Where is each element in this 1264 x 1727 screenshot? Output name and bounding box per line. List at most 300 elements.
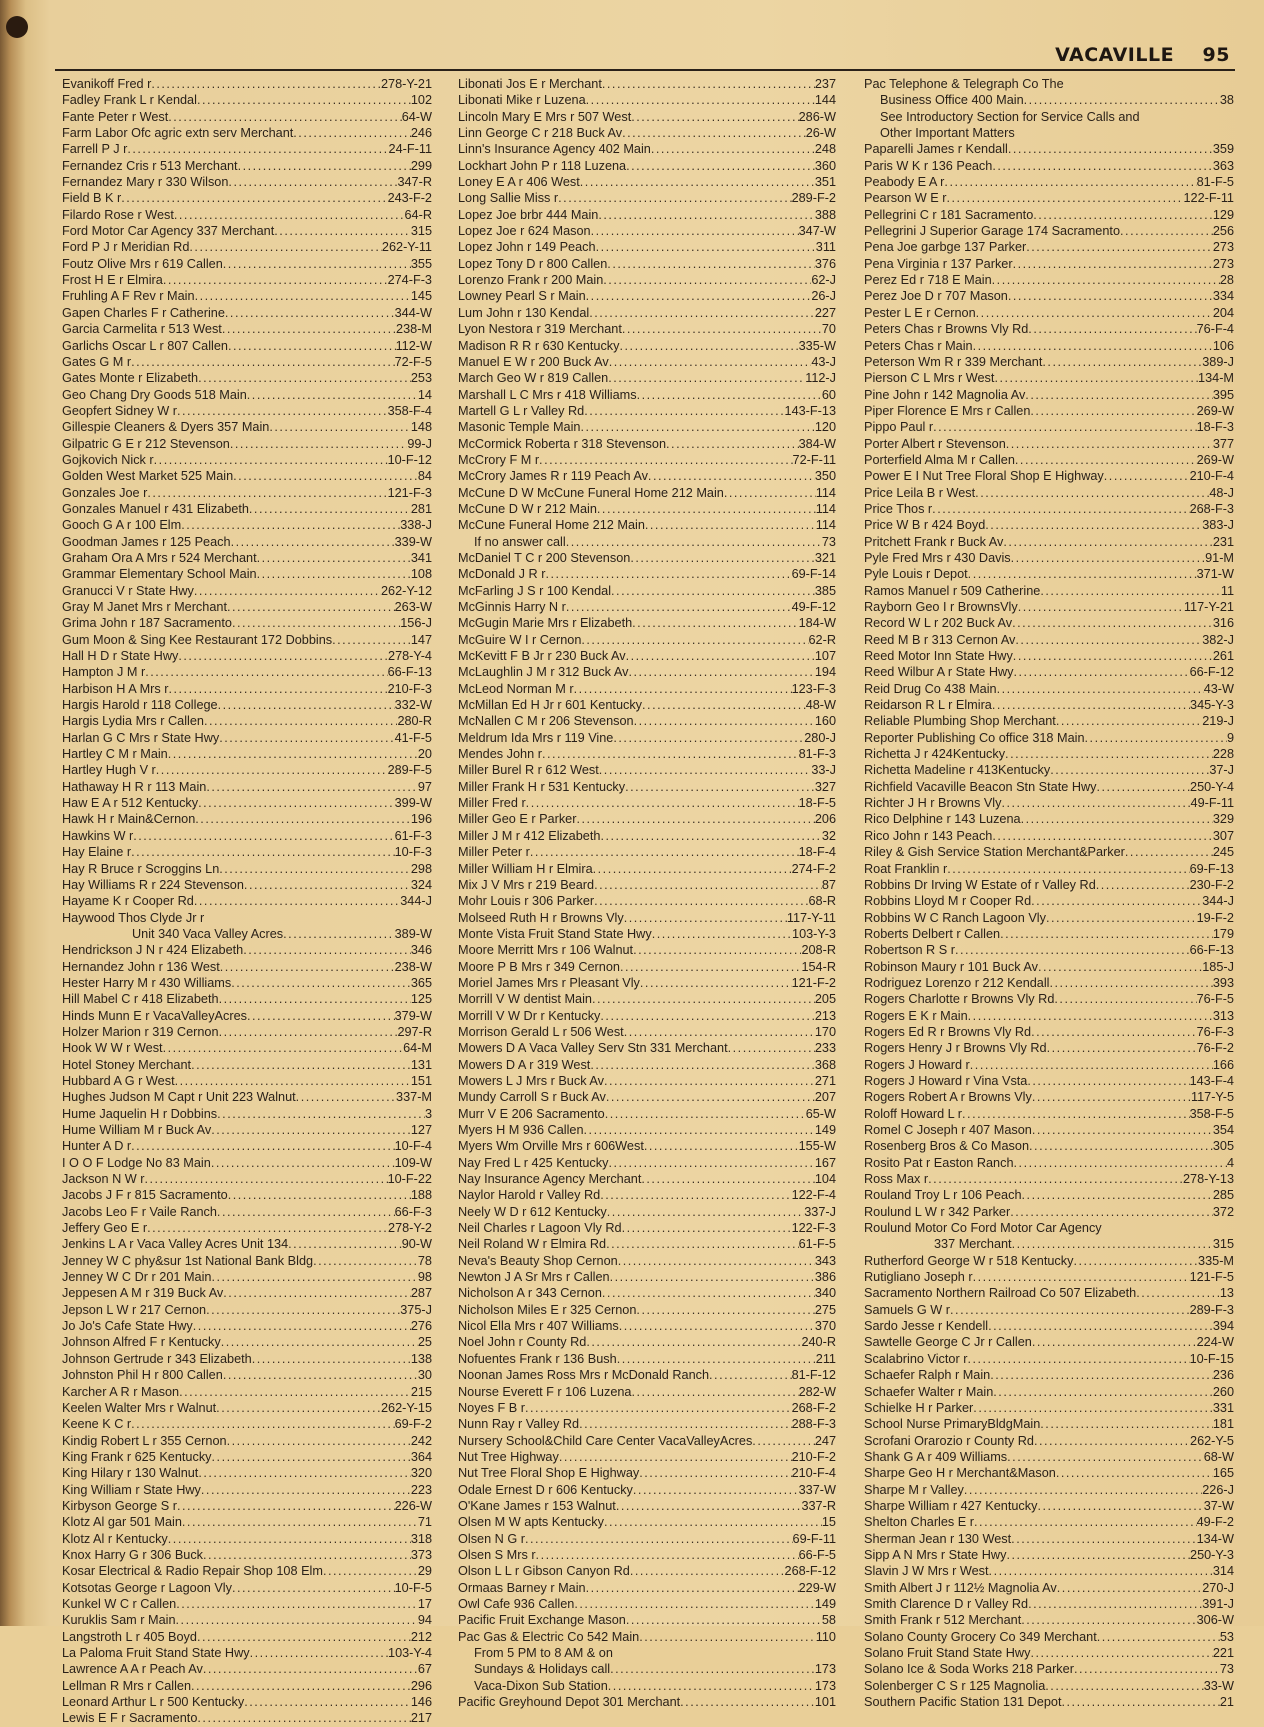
- listing-row: [458, 1204, 836, 1220]
- listing-name: Noyes F B r: [458, 1400, 525, 1415]
- leader-dots: [639, 1465, 791, 1481]
- listing-row: [62, 501, 432, 517]
- listing-row: [864, 501, 1234, 517]
- listing-name: Grammar Elementary School Main: [62, 567, 257, 582]
- phone-number: 289-F-5: [387, 763, 432, 778]
- listing-row: [458, 615, 836, 631]
- phone-number: 275: [814, 1302, 836, 1317]
- phone-number: 208-R: [801, 943, 836, 958]
- listing-name: Lawrence A A r Peach Av: [62, 1662, 203, 1677]
- listing-row: [458, 877, 836, 893]
- phone-number: 280-J: [804, 730, 836, 745]
- listing-row: [62, 632, 432, 648]
- listing-row: [864, 190, 1234, 206]
- listing-name: Rogers Robert A r Browns Vly: [864, 1090, 1032, 1105]
- listing-name: Gates Monte r Elizabeth: [62, 371, 199, 386]
- listing-name: Harlan G C Mrs r State Hwy: [62, 730, 220, 745]
- leader-dots: [648, 468, 815, 484]
- listing-name: Johnson Gertrude r 343 Elizabeth: [62, 1351, 252, 1366]
- leader-dots: [1028, 321, 1196, 337]
- leader-dots: [197, 1710, 410, 1726]
- leader-dots: [269, 419, 411, 435]
- phone-number: 10-F-4: [394, 1139, 432, 1154]
- phone-number: 231: [1212, 534, 1234, 549]
- listing-row: [864, 534, 1234, 550]
- listing-row: [458, 1351, 836, 1367]
- listing-row: [458, 109, 836, 125]
- listing-name: Pierson C L Mrs r West: [864, 371, 995, 386]
- phone-number: 26-J: [811, 289, 836, 304]
- listing-name: Jackson N W r: [62, 1172, 145, 1187]
- listing-name: Hay R Bruce r Scroggins Ln: [62, 861, 220, 876]
- phone-number: 10-F-5: [394, 1580, 432, 1595]
- listing-name: Rogers Henry J r Browns Vly Rd: [864, 1041, 1047, 1056]
- leader-dots: [1050, 975, 1213, 991]
- listing-name: Pellegrini J Superior Garage 174 Sacramento: [864, 224, 1121, 239]
- phone-number: 48-W: [805, 698, 836, 713]
- phone-number: 327: [814, 779, 836, 794]
- phone-number: 221: [1212, 1646, 1234, 1660]
- leader-dots: [131, 354, 395, 370]
- leader-dots: [1085, 730, 1227, 746]
- listing-row: [458, 534, 836, 550]
- listing-name: Neely W D r 612 Kentucky: [458, 1204, 607, 1219]
- leader-dots: [1032, 1089, 1191, 1105]
- listing-row: [62, 256, 432, 272]
- listing-row: [458, 1008, 836, 1024]
- listing-name: Jeffery Geo E r: [62, 1221, 148, 1236]
- leader-dots: [633, 1482, 799, 1498]
- listing-name: Sharpe William r 427 Kentucky: [864, 1498, 1038, 1513]
- phone-number: 278-Y-13: [1182, 1172, 1234, 1187]
- listing-row: [62, 583, 432, 599]
- phone-number: 64-M: [403, 1041, 432, 1056]
- leader-dots: [168, 1531, 411, 1547]
- listing-name: Pellegrini C r 181 Sacramento: [864, 207, 1034, 222]
- listing-row: [62, 272, 432, 288]
- phone-number: 106: [1212, 338, 1234, 353]
- leader-dots: [975, 485, 1209, 501]
- listing-name: Mowers L J Mrs r Buck Av: [458, 1073, 604, 1088]
- listing-name: Porter Albert r Stevenson: [864, 436, 1006, 451]
- leader-dots: [608, 370, 805, 386]
- phone-number: 110: [815, 1629, 836, 1644]
- phone-number: 289-F-2: [791, 191, 836, 206]
- listing-row: [62, 485, 432, 501]
- listing-name: Pac Telephone & Telegraph Co The: [864, 77, 1064, 91]
- listing-row: [458, 1547, 836, 1563]
- listing-name: Jo Jo's Cafe State Hwy: [62, 1319, 193, 1334]
- phone-number: 184-W: [798, 616, 836, 631]
- listing-name: Hester Harry M r 430 Williams: [62, 975, 232, 990]
- leader-dots: [131, 844, 395, 860]
- listing-row: [864, 1449, 1234, 1465]
- phone-number: 250-Y-4: [1190, 779, 1234, 794]
- listing-name: Jeppesen A M r 319 Buck Av: [62, 1286, 224, 1301]
- leader-dots: [1001, 795, 1190, 811]
- listing-name: Lyon Nestora r 319 Merchant: [458, 322, 622, 337]
- listing-row: [864, 1661, 1234, 1677]
- listing-row: [864, 403, 1234, 419]
- leader-dots: [221, 1334, 418, 1350]
- listing-name: Rayborn Geo I r BrownsVly: [864, 600, 1018, 614]
- leader-dots: [584, 403, 784, 419]
- leader-dots: [1006, 1547, 1190, 1563]
- listing-row: [458, 910, 836, 926]
- leader-dots: [313, 1253, 418, 1269]
- leader-dots: [602, 1285, 815, 1301]
- leader-dots: [613, 730, 804, 746]
- leader-dots: [709, 1367, 792, 1383]
- phone-number: 3: [424, 1106, 432, 1121]
- listing-row: [864, 730, 1234, 746]
- listing-row: [62, 370, 432, 386]
- listing-name: Sundays & Holidays call: [474, 1662, 611, 1677]
- leader-dots: [147, 1220, 388, 1236]
- phone-number: 228: [1212, 747, 1234, 762]
- leader-dots: [608, 1155, 814, 1171]
- listing-name: Gooch G A r 100 Elm: [62, 518, 182, 533]
- leader-dots: [250, 1645, 388, 1661]
- leader-dots: [203, 1661, 418, 1677]
- leader-dots: [579, 1416, 792, 1432]
- phone-number: 155-W: [798, 1139, 836, 1154]
- listing-row: [864, 779, 1234, 795]
- listing-name: McGuire W I r Cernon: [458, 632, 582, 647]
- listing-name: Marshall L C Mrs r 418 Williams: [458, 387, 637, 402]
- listing-name: McFarling J S r 100 Kendal: [458, 583, 612, 598]
- phone-number: 107: [814, 649, 836, 664]
- listing-row: [62, 1106, 432, 1122]
- leader-dots: [1013, 648, 1213, 664]
- listing-row: [62, 1629, 432, 1645]
- listing-name: Reed Wilbur A r State Hwy: [864, 665, 1014, 680]
- listing-name: Ford P J r Meridian Rd: [62, 240, 190, 255]
- listing-row: [458, 305, 836, 321]
- phone-number: 278-Y-21: [380, 77, 432, 91]
- listing-name: Romel C Joseph r 407 Mason: [864, 1123, 1032, 1137]
- leader-dots: [602, 76, 815, 92]
- listing-row: [864, 354, 1234, 370]
- phone-number: 341: [410, 550, 432, 565]
- phone-number: 371-W: [1196, 567, 1234, 582]
- listing-row: [864, 1367, 1234, 1383]
- listing-row: [458, 207, 836, 223]
- listing-name: Hawkins W r: [62, 828, 134, 843]
- listing-row: [62, 1302, 432, 1318]
- listing-name: Moriel James Mrs r Pleasant Vly: [458, 975, 640, 990]
- leader-dots: [1008, 141, 1213, 157]
- phone-number: 372: [1212, 1204, 1234, 1219]
- listing-row: [62, 158, 432, 174]
- listing-name: Lopez John r 149 Peach: [458, 240, 596, 255]
- listing-row: [864, 550, 1234, 566]
- leader-dots: [989, 1563, 1213, 1579]
- phone-number: 299: [410, 158, 432, 173]
- listing-name: Scrofani Orarozio r County Rd: [864, 1433, 1034, 1448]
- listing-name: Leonard Arthur L r 500 Kentucky: [62, 1695, 245, 1710]
- leader-dots: [594, 893, 808, 909]
- listing-row: [864, 436, 1234, 452]
- phone-number: 394: [1212, 1319, 1234, 1334]
- listing-name: Keelen Walter Mrs r Walnut: [62, 1400, 217, 1415]
- listing-row: [62, 942, 432, 958]
- listing-name: Perez Joe D r 707 Mason: [864, 289, 1008, 304]
- listing-row: [458, 468, 836, 484]
- leader-dots: [990, 1367, 1213, 1383]
- leader-dots: [227, 599, 395, 615]
- phone-number: 224-W: [1196, 1335, 1234, 1350]
- listing-name: Johnston Phil H r 800 Callen: [62, 1368, 223, 1383]
- listing-name: Peterson Wm R r 339 Merchant: [864, 354, 1043, 369]
- listing-name: McCormick Roberta r 318 Stevenson: [458, 436, 667, 451]
- leader-dots: [198, 795, 395, 811]
- listing-name: Smith Frank r 512 Merchant: [864, 1613, 1022, 1628]
- leader-dots: [610, 1269, 815, 1285]
- listing-name: Mendes John r: [458, 747, 542, 762]
- phone-number: 344-J: [400, 894, 432, 909]
- leader-dots: [1050, 762, 1209, 778]
- leader-dots: [177, 1498, 395, 1514]
- listing-row: [458, 288, 836, 304]
- leader-dots: [642, 697, 806, 713]
- leader-dots: [622, 321, 822, 337]
- listing-row: [62, 1138, 432, 1154]
- phone-number: 233: [814, 1041, 836, 1056]
- leader-dots: [976, 305, 1213, 321]
- listing-name: Monte Vista Fruit Stand State Hwy: [458, 926, 652, 941]
- listing-row: [864, 419, 1234, 435]
- phone-number: 20: [417, 747, 432, 762]
- phone-number: 65-W: [805, 1106, 836, 1121]
- listing-row: [458, 1482, 836, 1498]
- phone-number: 58: [821, 1613, 836, 1628]
- leader-dots: [283, 926, 394, 942]
- listing-row: [62, 1678, 432, 1694]
- listing-row: [62, 305, 432, 321]
- listing-name: Lum John r 130 Kendal: [458, 305, 590, 320]
- phone-number: 344-W: [394, 305, 432, 320]
- phone-number: 156-J: [400, 616, 432, 631]
- listing-row: [864, 1138, 1234, 1154]
- phone-number: 376: [814, 256, 836, 271]
- leader-dots: [1096, 779, 1190, 795]
- listing-name: Jacobs Leo F r Vaile Ranch: [62, 1204, 217, 1219]
- leader-dots: [591, 223, 799, 239]
- phone-number: 338-J: [400, 518, 432, 533]
- phone-number: 347-W: [798, 224, 836, 239]
- leader-dots: [133, 828, 394, 844]
- listing-name: Pena Virginia r 137 Parker: [864, 256, 1013, 271]
- listing-name: Keene K C r: [62, 1417, 132, 1432]
- listing-name: Schaefer Ralph r Main: [864, 1368, 991, 1383]
- leader-dots: [616, 1498, 802, 1514]
- phone-number: 14: [417, 387, 432, 402]
- listing-row: [62, 648, 432, 664]
- listing-name: Long Sallie Miss r: [458, 191, 559, 206]
- listing-name: Jenney W C phy&sur 1st National Bank Bldg: [62, 1253, 314, 1268]
- leader-dots: [993, 1384, 1213, 1400]
- listing-row: [864, 207, 1234, 223]
- phone-number: 76-F-3: [1196, 1024, 1234, 1039]
- leader-dots: [1032, 1334, 1197, 1350]
- listing-name: McMillan Ed H Jr r 601 Kentucky: [458, 698, 643, 713]
- leader-dots: [1046, 910, 1197, 926]
- leader-dots: [222, 321, 396, 337]
- listing-row: [458, 1187, 836, 1203]
- leader-dots: [223, 1367, 418, 1383]
- listing-row: [62, 615, 432, 631]
- listing-name: Lowney Pearl S r Main: [458, 289, 586, 304]
- leader-dots: [1029, 1138, 1213, 1154]
- listing-row: [864, 92, 1234, 108]
- phone-number: 38: [1219, 93, 1234, 108]
- listing-row: [62, 991, 432, 1007]
- listing-name: Sacramento Northern Railroad Co 507 Elizabeth: [864, 1286, 1137, 1301]
- listing-name: Hotel Stoney Merchant: [62, 1057, 192, 1072]
- leader-dots: [218, 697, 395, 713]
- phone-number: 173: [814, 1678, 836, 1693]
- leader-dots: [628, 664, 814, 680]
- listing-row: [458, 485, 836, 501]
- listing-row: [62, 779, 432, 795]
- listing-row: [864, 272, 1234, 288]
- leader-dots: [607, 256, 815, 272]
- listing-row: [62, 1351, 432, 1367]
- listing-row: [62, 681, 432, 697]
- listing-name: Sherman Jean r 130 West: [864, 1531, 1012, 1546]
- listing-name: McKevitt F B Jr r 230 Buck Av: [458, 649, 626, 664]
- listing-name: Newton J A Sr Mrs r Callen: [458, 1270, 610, 1285]
- listing-name: Lincoln Mary E Mrs r 507 West: [458, 109, 632, 124]
- leader-dots: [230, 436, 407, 452]
- listing-name: Olsen S Mrs r: [458, 1547, 536, 1562]
- listing-row: [864, 1465, 1234, 1481]
- listing-row: [458, 1612, 836, 1628]
- listing-name: 337 Merchant: [934, 1237, 1012, 1252]
- listing-row: [458, 1416, 836, 1432]
- listing-name: Rico John r 143 Peach: [864, 828, 993, 843]
- phone-number: 270-J: [1202, 1580, 1234, 1595]
- listing-row: [864, 1318, 1234, 1334]
- town-name: VACAVILLE: [1055, 44, 1175, 66]
- binder-hole: [6, 16, 28, 38]
- leader-dots: [586, 1580, 799, 1596]
- listing-name: Naylor Harold r Valley Rd: [458, 1188, 601, 1203]
- listing-row: [62, 1334, 432, 1350]
- listing-name: Nunn Ray r Valley Rd: [458, 1417, 580, 1432]
- leader-dots: [992, 828, 1212, 844]
- listing-name: Nicholson Miles E r 325 Cernon: [458, 1302, 637, 1317]
- listing-column-1: [62, 76, 432, 1727]
- phone-number: 61-F-5: [798, 1237, 836, 1252]
- phone-number: 268-F-2: [791, 1400, 836, 1415]
- listing-row: [62, 1482, 432, 1498]
- listing-name: Record W L r 202 Buck Av: [864, 616, 1013, 631]
- listing-name: Nicholson A r 343 Cernon: [458, 1286, 602, 1301]
- phone-number: 91-M: [1205, 550, 1234, 565]
- phone-number: 10-F-22: [387, 1172, 432, 1187]
- leader-dots: [121, 190, 387, 206]
- phone-number: 219-J: [1202, 714, 1234, 729]
- leader-dots: [1136, 1285, 1220, 1301]
- phone-number: 211: [815, 1351, 836, 1366]
- leader-dots: [962, 1106, 1190, 1122]
- phone-number: 212: [410, 1629, 432, 1644]
- listing-name: Hall H D r State Hwy: [62, 649, 179, 664]
- leader-dots: [542, 746, 799, 762]
- listing-name: Sawtelle George C Jr r Callen: [864, 1335, 1032, 1350]
- listing-row: [62, 599, 432, 615]
- listing-name: King Frank r 625 Kentucky: [62, 1449, 212, 1464]
- leader-dots: [1056, 1465, 1213, 1481]
- listing-row: [62, 190, 432, 206]
- phone-number: 278-Y-4: [388, 649, 432, 664]
- phone-number: 145: [410, 289, 432, 304]
- listing-name: Solano County Grocery Co 349 Merchant: [864, 1629, 1097, 1644]
- leader-dots: [590, 1057, 815, 1073]
- listing-row: [62, 1318, 432, 1334]
- phone-number: 102: [410, 93, 432, 108]
- phone-number: 9: [1226, 730, 1234, 745]
- listing-row: [62, 288, 432, 304]
- leader-dots: [1011, 1531, 1196, 1547]
- leader-dots: [594, 877, 822, 893]
- phone-number: 69-F-2: [394, 1417, 432, 1432]
- listing-row: [62, 828, 432, 844]
- listing-name: Noel John r County Rd: [458, 1335, 587, 1350]
- phone-number: 242: [410, 1433, 432, 1448]
- listing-row: [62, 403, 432, 419]
- listing-name: Molseed Ruth H r Browns Vly: [458, 910, 624, 925]
- listing-name: Kosar Electrical & Radio Repair Shop 108 Elm: [62, 1564, 323, 1579]
- listing-row: [458, 1580, 836, 1596]
- listing-row: [458, 174, 836, 190]
- phone-number: 262-Y-5: [1190, 1433, 1234, 1448]
- listing-row: [458, 1269, 836, 1285]
- leader-dots: [1000, 926, 1213, 942]
- leader-dots: [176, 1596, 418, 1612]
- listing-name: Geopfert Sidney W r: [62, 403, 177, 418]
- phone-number: 276: [410, 1319, 432, 1334]
- leader-dots: [633, 942, 801, 958]
- phone-number: 99-J: [407, 436, 432, 451]
- phone-number: 21: [1219, 1695, 1234, 1710]
- listing-name: Myers H M 936 Callen: [458, 1123, 584, 1137]
- phone-number: 268-F-3: [1189, 501, 1234, 516]
- listing-row: [864, 485, 1234, 501]
- listing-row: [864, 615, 1234, 631]
- listing-name: Gojkovich Nick r: [62, 452, 154, 467]
- phone-number: 138: [410, 1351, 432, 1366]
- listing-name: McCrory James R r 119 Peach Av: [458, 469, 648, 484]
- listing-row: [864, 1694, 1234, 1710]
- phone-number: 320: [410, 1466, 432, 1481]
- listing-name: From 5 PM to 8 AM & on: [474, 1646, 613, 1660]
- leader-dots: [606, 1089, 815, 1105]
- leader-dots: [1005, 746, 1213, 762]
- listing-row: [458, 991, 836, 1007]
- phone-number: 278-Y-2: [388, 1221, 432, 1236]
- listing-row: [864, 746, 1234, 762]
- leader-dots: [973, 1400, 1213, 1416]
- leader-dots: [244, 877, 411, 893]
- phone-number: 358-F-5: [1189, 1106, 1234, 1121]
- listing-name: Gum Moon & Sing Kee Restaurant 172 Dobbins: [62, 632, 333, 647]
- listing-name: Power E I Nut Tree Floral Shop E Highway: [864, 469, 1104, 484]
- leader-dots: [609, 354, 812, 370]
- leader-dots: [243, 942, 411, 958]
